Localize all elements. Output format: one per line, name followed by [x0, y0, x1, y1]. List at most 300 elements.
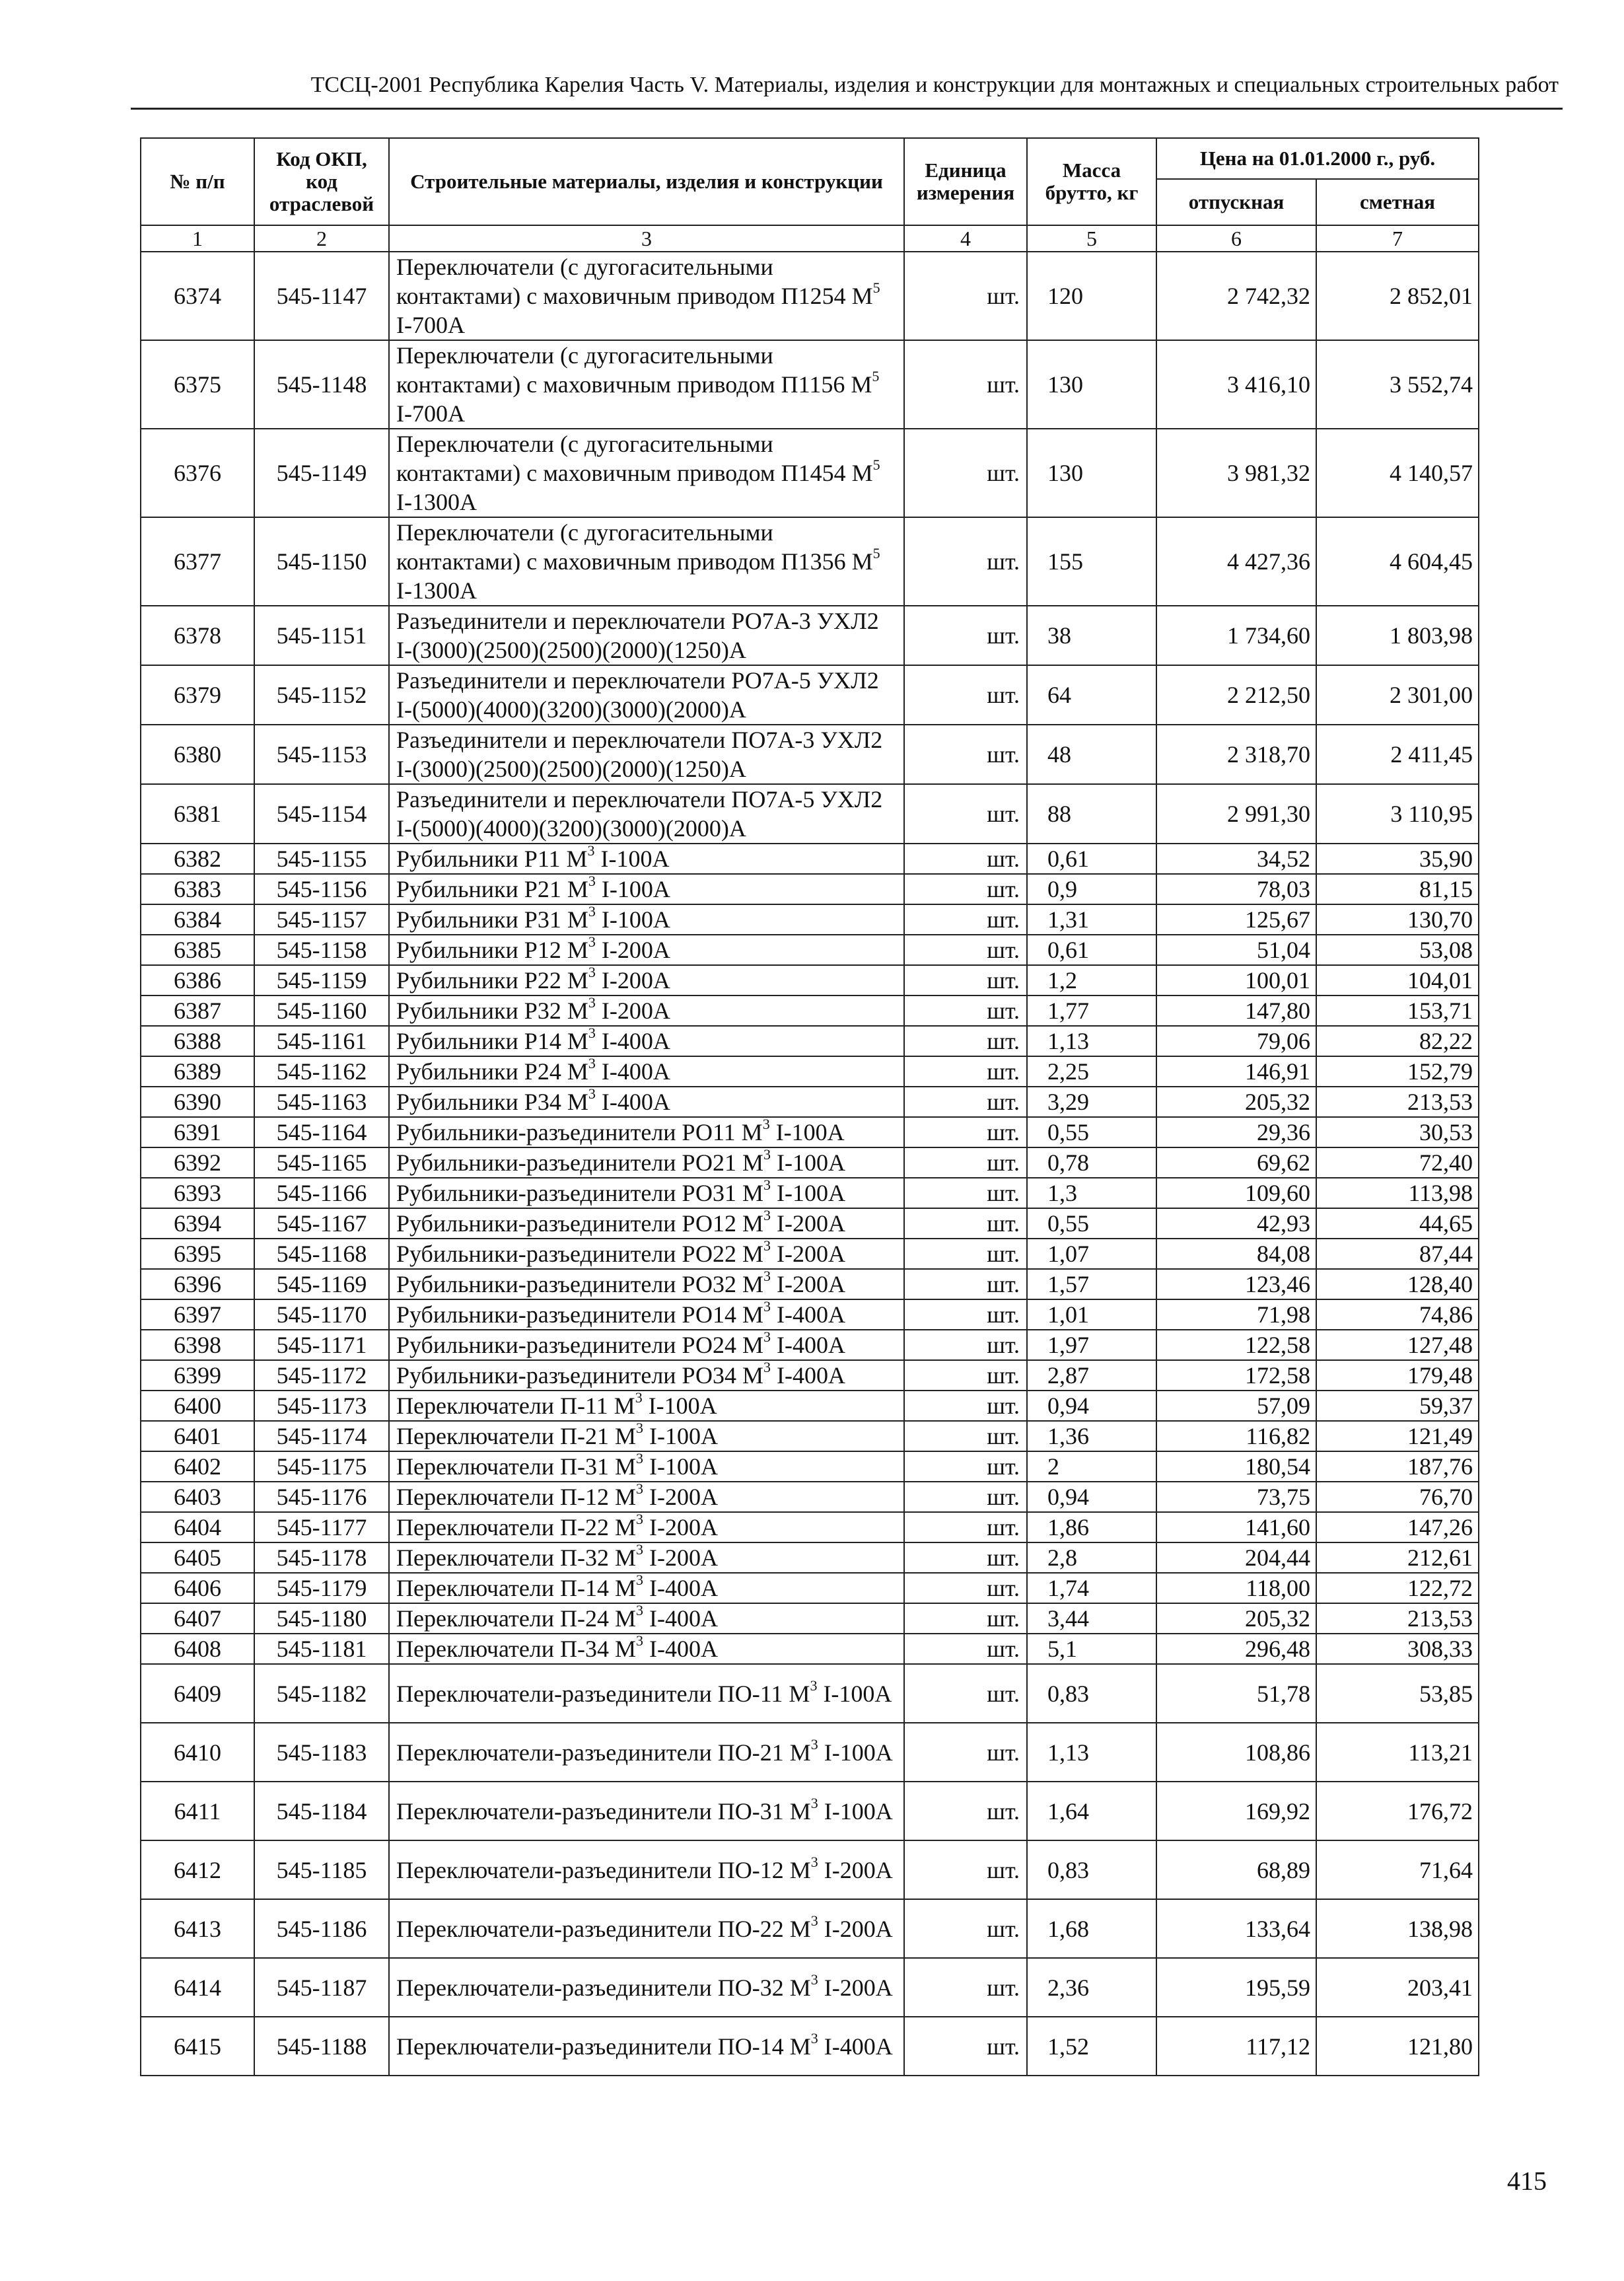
table-row [141, 1573, 1479, 1603]
material-name [389, 904, 904, 935]
estimate-price: 76,70 [1316, 1482, 1479, 1512]
material-name-rating: I-200А [643, 1544, 719, 1571]
unit: шт. [904, 665, 1027, 725]
material-name-text: Рубильники Р22 М [396, 967, 588, 994]
release-price: 3 416,10 [1156, 340, 1316, 429]
estimate-price: 121,49 [1316, 1421, 1479, 1451]
okp-code: 545-1169 [254, 1269, 389, 1299]
okp-code: 545-1183 [254, 1723, 389, 1782]
material-name-text: Разъединители и переключатели РО7А-5 УХЛ2 I-(5000)(4000)(3200)(3000)(2000)А [396, 667, 879, 723]
material-name [389, 606, 904, 665]
table-row [141, 1056, 1479, 1087]
row-number: 6400 [141, 1391, 254, 1421]
material-name-text: Переключатели (с дугогасительными контактами) с маховичным приводом П1156 М [396, 342, 872, 398]
okp-code: 545-1173 [254, 1391, 389, 1421]
column-number: 5 [1027, 225, 1156, 252]
material-name [389, 725, 904, 784]
table-row [141, 1840, 1479, 1899]
material-name-text: Переключатели-разъединители ПО-21 М [396, 1739, 811, 1766]
table-row [141, 844, 1479, 874]
release-price: 205,32 [1156, 1603, 1316, 1634]
release-price: 78,03 [1156, 874, 1316, 904]
release-price: 108,86 [1156, 1723, 1316, 1782]
column-number-row [141, 225, 1479, 252]
material-name [389, 1208, 904, 1239]
gross-mass: 1,77 [1027, 996, 1156, 1026]
material-name [389, 844, 904, 874]
material-name-superscript: 3 [810, 1912, 818, 1929]
material-name-rating: I-100А [643, 1423, 719, 1449]
header-mass: Масса брутто, кг [1027, 138, 1156, 225]
estimate-price: 213,53 [1316, 1087, 1479, 1117]
okp-code: 545-1149 [254, 429, 389, 517]
unit: шт. [904, 1026, 1027, 1056]
material-name-superscript: 3 [763, 1177, 771, 1193]
okp-code: 545-1161 [254, 1026, 389, 1056]
row-number: 6410 [141, 1723, 254, 1782]
material-name [389, 1360, 904, 1391]
material-name-rating: I-200А [771, 1241, 845, 1267]
header-rule [131, 108, 1563, 110]
material-name-superscript: 5 [872, 279, 880, 296]
unit: шт. [904, 1391, 1027, 1421]
material-name-text: Разъединители и переключатели ПО7А-3 УХЛ2 I-(3000)(2500)(2500)(2000)(1250)А [396, 727, 883, 782]
material-name-superscript: 3 [763, 1298, 771, 1315]
material-name-superscript: 3 [588, 1085, 596, 1102]
release-price: 133,64 [1156, 1899, 1316, 1958]
material-name [389, 252, 904, 340]
unit: шт. [904, 904, 1027, 935]
material-name-text: Переключатели П-11 М [396, 1393, 635, 1419]
unit: шт. [904, 1421, 1027, 1451]
row-number: 6411 [141, 1782, 254, 1840]
material-name [389, 1840, 904, 1899]
column-number: 2 [254, 225, 389, 252]
material-name [389, 2017, 904, 2076]
table-row [141, 1542, 1479, 1573]
release-price: 125,67 [1156, 904, 1316, 935]
material-name-text: Разъединители и переключатели ПО7А-5 УХЛ2 I-(5000)(4000)(3200)(3000)(2000)А [396, 786, 883, 842]
unit: шт. [904, 1512, 1027, 1542]
column-number: 1 [141, 225, 254, 252]
unit: шт. [904, 1573, 1027, 1603]
okp-code: 545-1147 [254, 252, 389, 340]
header-price: Цена на 01.01.2000 г., руб. [1156, 138, 1479, 179]
table-row [141, 1178, 1479, 1208]
okp-code: 545-1160 [254, 996, 389, 1026]
gross-mass: 1,97 [1027, 1330, 1156, 1360]
material-name-rating: I-1300А [396, 577, 477, 604]
table-row [141, 1723, 1479, 1782]
release-price: 204,44 [1156, 1542, 1316, 1573]
material-name-superscript: 3 [763, 1207, 771, 1223]
gross-mass: 0,9 [1027, 874, 1156, 904]
okp-code: 545-1179 [254, 1573, 389, 1603]
gross-mass: 1,07 [1027, 1239, 1156, 1269]
material-name-superscript: 5 [872, 368, 880, 384]
unit: шт. [904, 784, 1027, 844]
okp-code: 545-1164 [254, 1117, 389, 1147]
header-unit: Единица измерения [904, 138, 1027, 225]
row-number: 6380 [141, 725, 254, 784]
row-number: 6374 [141, 252, 254, 340]
okp-code: 545-1156 [254, 874, 389, 904]
gross-mass: 1,68 [1027, 1899, 1156, 1958]
gross-mass: 155 [1027, 517, 1156, 606]
gross-mass: 130 [1027, 429, 1156, 517]
table-row [141, 1117, 1479, 1147]
material-name-rating: I-400А [771, 1362, 845, 1389]
okp-code: 545-1174 [254, 1421, 389, 1451]
gross-mass: 0,55 [1027, 1208, 1156, 1239]
material-name-text: Переключатели П-21 М [396, 1423, 637, 1449]
table-row [141, 1208, 1479, 1239]
estimate-price: 153,71 [1316, 996, 1479, 1026]
gross-mass: 88 [1027, 784, 1156, 844]
material-name-superscript: 3 [636, 1480, 644, 1497]
material-name-text: Переключатели-разъединители ПО-11 М [396, 1680, 810, 1707]
row-number: 6397 [141, 1299, 254, 1330]
gross-mass: 64 [1027, 665, 1156, 725]
table-row [141, 1239, 1479, 1269]
release-price: 205,32 [1156, 1087, 1316, 1117]
unit: шт. [904, 1056, 1027, 1087]
okp-code: 545-1150 [254, 517, 389, 606]
material-name-rating: I-200А [595, 967, 670, 994]
price-table-wrapper [140, 137, 1479, 2076]
table-row [141, 517, 1479, 606]
material-name [389, 1299, 904, 1330]
estimate-price: 121,80 [1316, 2017, 1479, 2076]
row-number: 6382 [141, 844, 254, 874]
row-number: 6389 [141, 1056, 254, 1087]
estimate-price: 176,72 [1316, 1782, 1479, 1840]
material-name-text: Рубильники Р21 М [396, 876, 588, 902]
unit: шт. [904, 1117, 1027, 1147]
material-name-text: Переключатели П-22 М [396, 1514, 637, 1540]
row-number: 6406 [141, 1573, 254, 1603]
estimate-price: 2 852,01 [1316, 252, 1479, 340]
table-row [141, 1451, 1479, 1482]
material-name-rating: I-100А [643, 1453, 719, 1480]
header-name: Строительные материалы, изделия и конструкции [389, 138, 904, 225]
unit: шт. [904, 1634, 1027, 1664]
estimate-price: 71,64 [1316, 1840, 1479, 1899]
unit: шт. [904, 517, 1027, 606]
table-row [141, 1330, 1479, 1360]
okp-code: 545-1151 [254, 606, 389, 665]
estimate-price: 4 140,57 [1316, 429, 1479, 517]
release-price: 79,06 [1156, 1026, 1316, 1056]
material-name-superscript: 3 [810, 1853, 818, 1870]
material-name-superscript: 3 [763, 1237, 771, 1254]
material-name-superscript: 3 [587, 842, 595, 859]
estimate-price: 87,44 [1316, 1239, 1479, 1269]
row-number: 6390 [141, 1087, 254, 1117]
release-price: 172,58 [1156, 1360, 1316, 1391]
material-name-text: Рубильники-разъединители РО14 М [396, 1301, 764, 1328]
material-name-text: Рубильники-разъединители РО32 М [396, 1271, 764, 1297]
okp-code: 545-1166 [254, 1178, 389, 1208]
gross-mass: 1,57 [1027, 1269, 1156, 1299]
release-price: 2 212,50 [1156, 665, 1316, 725]
gross-mass: 1,01 [1027, 1299, 1156, 1330]
material-name [389, 429, 904, 517]
release-price: 180,54 [1156, 1451, 1316, 1482]
estimate-price: 35,90 [1316, 844, 1479, 874]
estimate-price: 187,76 [1316, 1451, 1479, 1482]
okp-code: 545-1153 [254, 725, 389, 784]
unit: шт. [904, 1899, 1027, 1958]
unit: шт. [904, 340, 1027, 429]
material-name [389, 1512, 904, 1542]
release-price: 3 981,32 [1156, 429, 1316, 517]
gross-mass: 1,13 [1027, 1723, 1156, 1782]
material-name [389, 1026, 904, 1056]
running-header: ТССЦ-2001 Республика Карелия Часть V. Материалы, изделия и конструкции для монтажных и специальных строительных работ [310, 73, 1559, 97]
table-row [141, 1026, 1479, 1056]
material-name-text: Переключатели (с дугогасительными контактами) с маховичным приводом П1454 М [396, 431, 873, 486]
material-name-text: Рубильники-разъединители РО22 М [396, 1241, 764, 1267]
release-price: 116,82 [1156, 1421, 1316, 1451]
material-name-rating: I-100А [818, 1739, 893, 1766]
okp-code: 545-1182 [254, 1664, 389, 1723]
unit: шт. [904, 1360, 1027, 1391]
unit: шт. [904, 606, 1027, 665]
material-name-superscript: 3 [810, 1971, 818, 1988]
table-row [141, 784, 1479, 844]
gross-mass: 1,52 [1027, 2017, 1156, 2076]
estimate-price: 147,26 [1316, 1512, 1479, 1542]
material-name-rating: I-400А [643, 1636, 719, 1662]
row-number: 6404 [141, 1512, 254, 1542]
estimate-price: 2 301,00 [1316, 665, 1479, 725]
row-number: 6396 [141, 1269, 254, 1299]
table-row [141, 1360, 1479, 1391]
row-number: 6375 [141, 340, 254, 429]
release-price: 296,48 [1156, 1634, 1316, 1664]
header-estimate-price: сметная [1316, 179, 1479, 225]
release-price: 118,00 [1156, 1573, 1316, 1603]
material-name-superscript: 3 [588, 903, 596, 920]
release-price: 69,62 [1156, 1147, 1316, 1178]
estimate-price: 72,40 [1316, 1147, 1479, 1178]
gross-mass: 0,61 [1027, 844, 1156, 874]
material-name [389, 1664, 904, 1723]
okp-code: 545-1175 [254, 1451, 389, 1482]
material-name-text: Разъединители и переключатели РО7А-3 УХЛ2 I-(3000)(2500)(2500)(2000)(1250)А [396, 608, 879, 663]
unit: шт. [904, 1958, 1027, 2017]
okp-code: 545-1162 [254, 1056, 389, 1087]
okp-code: 545-1167 [254, 1208, 389, 1239]
estimate-price: 81,15 [1316, 874, 1479, 904]
material-name-superscript: 3 [810, 2029, 818, 2046]
material-name-rating: I-400А [771, 1332, 845, 1358]
material-name-rating: I-100А [817, 1680, 892, 1707]
gross-mass: 1,13 [1027, 1026, 1156, 1056]
row-number: 6387 [141, 996, 254, 1026]
estimate-price: 122,72 [1316, 1573, 1479, 1603]
material-name-rating: I-200А [643, 1484, 719, 1510]
material-name [389, 1573, 904, 1603]
unit: шт. [904, 935, 1027, 965]
release-price: 2 318,70 [1156, 725, 1316, 784]
okp-code: 545-1148 [254, 340, 389, 429]
material-name [389, 1147, 904, 1178]
material-name-rating: I-100А [595, 876, 670, 902]
estimate-price: 130,70 [1316, 904, 1479, 935]
table-row [141, 1087, 1479, 1117]
gross-mass: 48 [1027, 725, 1156, 784]
table-head [141, 138, 1479, 252]
table-row [141, 252, 1479, 340]
material-name-rating: I-700А [396, 312, 465, 338]
release-price: 1 734,60 [1156, 606, 1316, 665]
material-name-superscript: 3 [636, 1450, 644, 1466]
okp-code: 545-1163 [254, 1087, 389, 1117]
material-name-superscript: 3 [636, 1572, 644, 1588]
release-price: 29,36 [1156, 1117, 1316, 1147]
row-number: 6407 [141, 1603, 254, 1634]
okp-code: 545-1159 [254, 965, 389, 996]
material-name [389, 517, 904, 606]
material-name [389, 1269, 904, 1299]
material-name [389, 1117, 904, 1147]
material-name [389, 996, 904, 1026]
column-number: 7 [1316, 225, 1479, 252]
material-name [389, 1087, 904, 1117]
material-name-superscript: 5 [872, 456, 880, 473]
unit: шт. [904, 874, 1027, 904]
table-row [141, 340, 1479, 429]
material-name-rating: I-200А [771, 1210, 845, 1237]
unit: шт. [904, 1147, 1027, 1178]
release-price: 123,46 [1156, 1269, 1316, 1299]
material-name [389, 340, 904, 429]
table-row [141, 1958, 1479, 2017]
row-number: 6408 [141, 1634, 254, 1664]
material-name-rating: I-200А [818, 1856, 893, 1883]
gross-mass: 5,1 [1027, 1634, 1156, 1664]
material-name [389, 784, 904, 844]
material-name-superscript: 3 [588, 994, 596, 1011]
material-name [389, 665, 904, 725]
material-name-superscript: 3 [763, 1268, 771, 1284]
material-name-rating: I-400А [643, 1575, 719, 1601]
unit: шт. [904, 965, 1027, 996]
material-name-rating: I-100А [818, 1797, 893, 1825]
gross-mass: 0,55 [1027, 1117, 1156, 1147]
unit: шт. [904, 1840, 1027, 1899]
material-name-text: Рубильники-разъединители РО11 М [396, 1119, 763, 1145]
table-row [141, 935, 1479, 965]
material-name-superscript: 3 [762, 1116, 770, 1132]
material-name-text: Переключатели П-34 М [396, 1636, 637, 1662]
estimate-price: 1 803,98 [1316, 606, 1479, 665]
estimate-price: 44,65 [1316, 1208, 1479, 1239]
table-row [141, 2017, 1479, 2076]
header-code: Код ОКП, код отраслевой [254, 138, 389, 225]
okp-code: 545-1170 [254, 1299, 389, 1330]
gross-mass: 2,25 [1027, 1056, 1156, 1087]
row-number: 6384 [141, 904, 254, 935]
gross-mass: 0,94 [1027, 1482, 1156, 1512]
okp-code: 545-1158 [254, 935, 389, 965]
estimate-price: 53,08 [1316, 935, 1479, 965]
material-name-superscript: 5 [872, 545, 880, 561]
material-name-text: Рубильники Р32 М [396, 997, 588, 1024]
estimate-price: 308,33 [1316, 1634, 1479, 1664]
material-name-text: Переключатели-разъединители ПО-22 М [396, 1915, 811, 1942]
material-name-superscript: 3 [635, 1389, 643, 1406]
row-number: 6388 [141, 1026, 254, 1056]
unit: шт. [904, 1782, 1027, 1840]
material-name [389, 1239, 904, 1269]
material-name-text: Рубильники Р31 М [396, 906, 588, 933]
release-price: 68,89 [1156, 1840, 1316, 1899]
material-name-superscript: 3 [636, 1511, 644, 1527]
row-number: 6393 [141, 1178, 254, 1208]
material-name-text: Переключатели П-12 М [396, 1484, 637, 1510]
material-name-rating: I-200А [643, 1514, 719, 1540]
estimate-price: 128,40 [1316, 1269, 1479, 1299]
release-price: 84,08 [1156, 1239, 1316, 1269]
unit: шт. [904, 1664, 1027, 1723]
okp-code: 545-1185 [254, 1840, 389, 1899]
gross-mass: 38 [1027, 606, 1156, 665]
release-price: 4 427,36 [1156, 517, 1316, 606]
gross-mass: 1,86 [1027, 1512, 1156, 1542]
release-price: 195,59 [1156, 1958, 1316, 2017]
material-name-text: Переключатели П-32 М [396, 1544, 637, 1571]
row-number: 6386 [141, 965, 254, 996]
table-row [141, 1269, 1479, 1299]
material-name-text: Переключатели-разъединители ПО-14 М [396, 2033, 811, 2060]
okp-code: 545-1186 [254, 1899, 389, 1958]
material-name [389, 1723, 904, 1782]
material-name-rating: I-400А [595, 1028, 670, 1054]
unit: шт. [904, 844, 1027, 874]
unit: шт. [904, 252, 1027, 340]
row-number: 6414 [141, 1958, 254, 2017]
table-row [141, 874, 1479, 904]
unit: шт. [904, 1603, 1027, 1634]
material-name-superscript: 3 [763, 1328, 771, 1345]
gross-mass: 3,29 [1027, 1087, 1156, 1117]
material-name [389, 1421, 904, 1451]
unit: шт. [904, 1482, 1027, 1512]
material-name-rating: I-200А [818, 1974, 893, 2001]
material-name-text: Переключатели П-24 М [396, 1605, 637, 1632]
column-number: 6 [1156, 225, 1316, 252]
gross-mass: 2,36 [1027, 1958, 1156, 2017]
gross-mass: 2 [1027, 1451, 1156, 1482]
price-table [140, 137, 1479, 2076]
okp-code: 545-1171 [254, 1330, 389, 1360]
gross-mass: 130 [1027, 340, 1156, 429]
column-number: 3 [389, 225, 904, 252]
okp-code: 545-1184 [254, 1782, 389, 1840]
material-name-superscript: 3 [636, 1420, 644, 1436]
material-name-superscript: 3 [763, 1146, 771, 1163]
table-row [141, 1482, 1479, 1512]
unit: шт. [904, 429, 1027, 517]
material-name-rating: I-400А [595, 1089, 670, 1115]
material-name [389, 965, 904, 996]
table-row [141, 429, 1479, 517]
release-price: 57,09 [1156, 1391, 1316, 1421]
estimate-price: 30,53 [1316, 1117, 1479, 1147]
